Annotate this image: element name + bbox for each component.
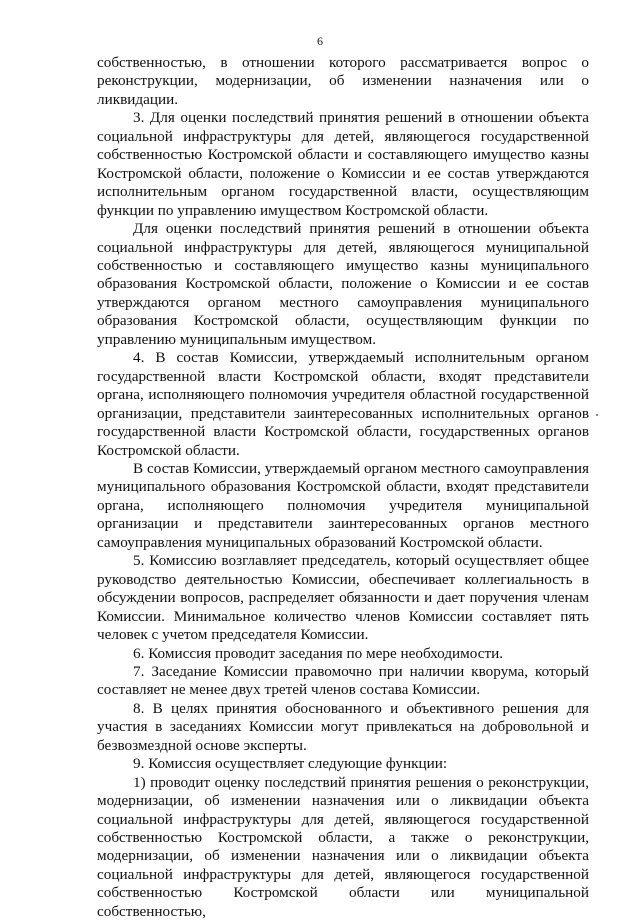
paragraph-item-9-1: 1) проводит оценку последствий принятия решения о реконструкции, модернизации, об изменении назначения или о ликвидации объекта социальной инфраструктуры для детей, являющегося государственной собственностью Костромской области, а также о реконструкции, модернизации, об изменении назначения или о ликвидации объекта социальной инфраструктуры для детей, являющегося государственной собственностью Костромской области или муниципальной собственностью, xyxy=(97,773,589,920)
paragraph-item-4: 4. В состав Комиссии, утверждаемый исполнительным органом государственной власти Костромской области, входят представители органа, исполняющего полномочия учредителя областной государственной организации, представители заинтересованных исполнительных органов государственной власти Костромской области, государственных органов Костромской области. xyxy=(97,349,589,459)
paragraph-item-9: 9. Комиссия осуществляет следующие функции: xyxy=(133,755,448,773)
document-body xyxy=(97,54,589,921)
paragraph-item-3: 3. Для оценки последствий принятия решений в отношении объекта социальной инфраструктуры для детей, являющегося государственной собственностью Костромской области и составляющего имущество казны Костромской области, положение о Комиссии и ее состав утверждаются исполнительным органом государственной власти, осуществляющим функции по управлению имуществом Костромской области. xyxy=(97,109,589,219)
paragraph-item-5: 5. Комиссию возглавляет председатель, который осуществляет общее руководство деятельностью Комиссии, обеспечивает коллегиальность в обсуждении вопросов, распределяет обязанности и дает поручения членам Комиссии. Минимальное количество членов Комиссии составляет пять человек с учетом председателя Комиссии. xyxy=(97,552,589,644)
page-number: 6 xyxy=(317,34,323,48)
paragraph-item-4-municipal: В состав Комиссии, утверждаемый органом местного самоуправления муниципального образования Костромской области, входят представители органа, исполняющего полномочия учредителя муниципальной организации и представители заинтересованных органов местного самоуправления муниципальных образований Костромской области. xyxy=(97,459,589,551)
paragraph-item-8: 8. В целях принятия обоснованного и объективного решения для участия в заседаниях Комиссии могут привлекаться на добровольной и безвозмездной основе эксперты. xyxy=(97,699,589,754)
paragraph-item-6: 6. Комиссия проводит заседания по мере необходимости. xyxy=(133,644,504,662)
scan-speck xyxy=(596,414,598,416)
paragraph-continuation: собственностью, в отношении которого рассматривается вопрос о реконструкции, модернизации, об изменении назначения или о ликвидации. xyxy=(97,54,589,108)
paragraph-item-7: 7. Заседание Комиссии правомочно при наличии кворума, который составляет не менее двух третей членов состава Комиссии. xyxy=(97,662,589,699)
paragraph-item-3-municipal: Для оценки последствий принятия решений в отношении объекта социальной инфраструктуры для детей, являющегося муниципальной собственностью и составляющего имущество казны муниципального образования Костромской области, положение о Комиссии и ее состав утверждаются органом местного самоуправления муниципального образования Костромской области, осуществляющим функции по управлению муниципальным имуществом. xyxy=(97,220,589,348)
